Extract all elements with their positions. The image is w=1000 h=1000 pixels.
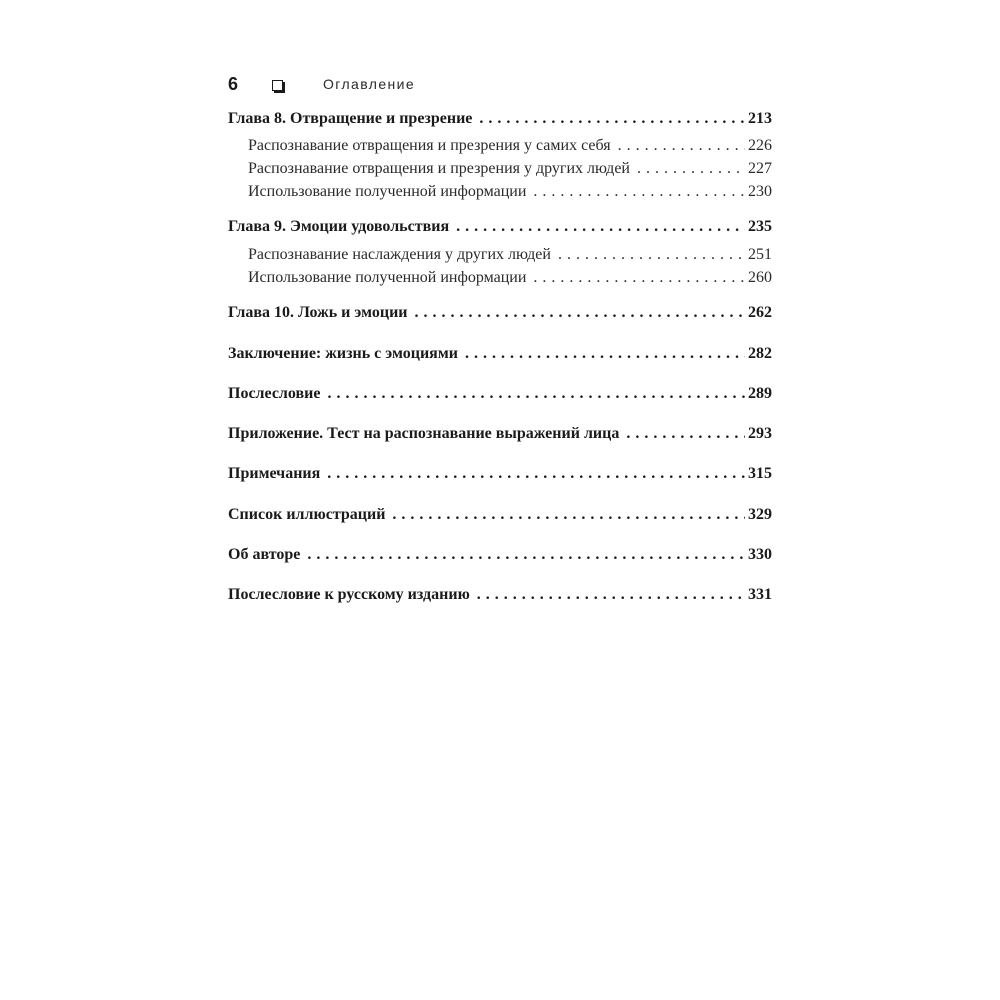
toc-entry-page: 315 [748, 465, 772, 482]
dot-leader [477, 586, 745, 604]
toc-entry-page: 260 [748, 269, 772, 286]
toc-entry[interactable] [228, 586, 772, 608]
toc-entry-page: 262 [748, 304, 772, 321]
toc-entry-page: 213 [748, 110, 772, 127]
dot-leader [307, 546, 745, 564]
toc-entry[interactable] [228, 246, 772, 268]
toc-entry-page: 289 [748, 385, 772, 402]
dot-leader [479, 110, 745, 128]
book-page [228, 70, 772, 98]
toc-entry[interactable] [228, 385, 772, 407]
toc-entry-title: Послесловие [228, 385, 321, 402]
toc-entry-page: 293 [748, 425, 772, 442]
toc-entry-title: Послесловие к русскому изданию [228, 586, 470, 603]
toc-entry-title: Заключение: жизнь с эмоциями [228, 345, 458, 362]
toc-entry-page: 330 [748, 546, 772, 563]
dot-leader [327, 465, 745, 483]
toc-entry-title: Глава 8. Отвращение и презрение [228, 110, 473, 127]
toc-entry-page: 331 [748, 586, 772, 603]
toc-entry-title: Использование полученной информации [248, 269, 527, 286]
dot-leader [533, 269, 745, 287]
running-head [228, 70, 772, 98]
toc-entry[interactable] [228, 183, 772, 205]
toc-entry-title: Распознавание отвращения и презрения у других людей [248, 160, 630, 177]
toc-entry-page: 282 [748, 345, 772, 362]
toc-entry-page: 230 [748, 183, 772, 200]
toc-entry[interactable] [228, 110, 772, 132]
dot-leader [558, 246, 745, 264]
dot-leader [637, 160, 745, 178]
toc-entry[interactable] [228, 506, 772, 528]
toc-entry[interactable] [228, 160, 772, 182]
toc-entry-page: 227 [748, 160, 772, 177]
toc-entry-page: 235 [748, 218, 772, 235]
toc-entry-title: Использование полученной информации [248, 183, 527, 200]
toc-entry[interactable] [228, 304, 772, 326]
toc-entry-title: Распознавание отвращения и презрения у самих себя [248, 137, 611, 154]
toc-entry-title: Приложение. Тест на распознавание выражений лица [228, 425, 620, 442]
dot-leader [392, 506, 745, 524]
toc-entry-title: Глава 9. Эмоции удовольствия [228, 218, 450, 235]
toc-entry[interactable] [228, 546, 772, 568]
dot-leader [618, 137, 745, 155]
toc-entry-page: 251 [748, 246, 772, 263]
dot-leader [465, 345, 745, 363]
toc-entry-title: Об авторе [228, 546, 301, 563]
toc-entry-page: 329 [748, 506, 772, 523]
page-number: 6 [228, 73, 239, 94]
dot-leader [327, 385, 745, 403]
toc-entry[interactable] [228, 425, 772, 447]
dot-leader [626, 425, 745, 443]
hollow-square-icon [272, 80, 283, 91]
toc-entry[interactable] [228, 137, 772, 159]
toc-entry[interactable] [228, 218, 772, 240]
dot-leader [415, 304, 745, 322]
toc-entry-page: 226 [748, 137, 772, 154]
toc-entry[interactable] [228, 269, 772, 291]
toc-entry-title: Распознавание наслаждения у других людей [248, 246, 551, 263]
toc-entry-title: Примечания [228, 465, 321, 482]
section-title: Оглавление [323, 76, 416, 92]
toc-entry-title: Список иллюстраций [228, 506, 386, 523]
dot-leader [456, 218, 745, 236]
dot-leader [533, 183, 745, 201]
toc-entry[interactable] [228, 465, 772, 487]
toc-entry[interactable] [228, 345, 772, 367]
toc-entry-title: Глава 10. Ложь и эмоции [228, 304, 408, 321]
